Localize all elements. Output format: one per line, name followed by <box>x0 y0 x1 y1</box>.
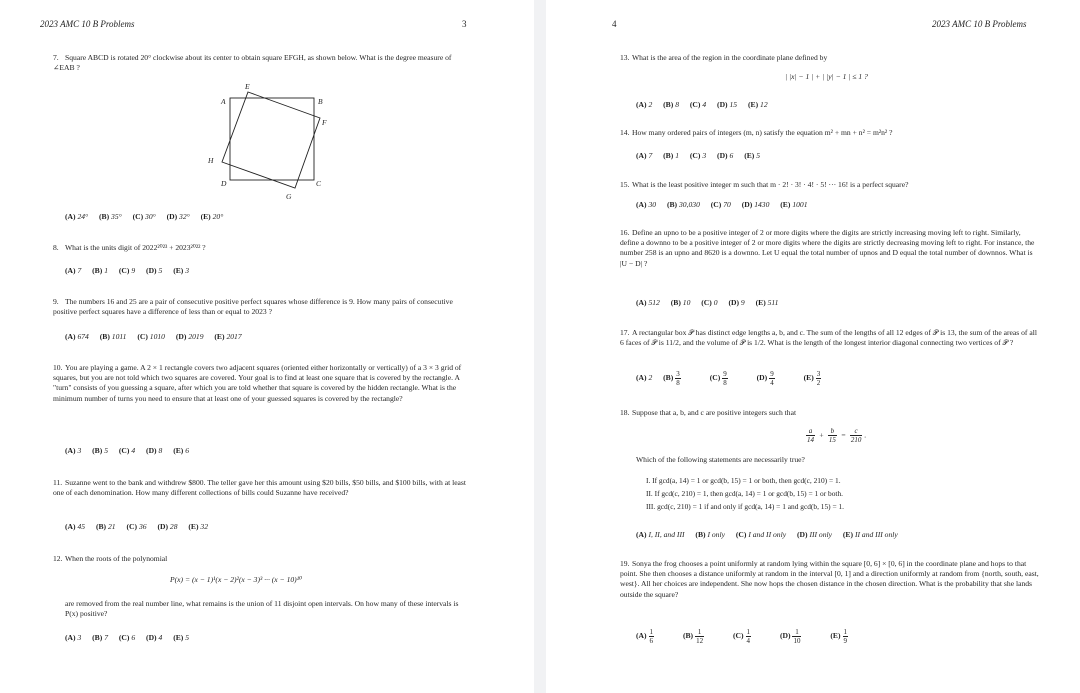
page-left <box>0 0 534 693</box>
problem-number: 12. <box>53 554 63 563</box>
problem-9 <box>53 297 473 317</box>
problem-text: What is the units digit of 2022²⁰²³ + 2023²⁰²² ? <box>65 243 206 252</box>
problem-number: 17. <box>620 328 630 337</box>
choice-e[interactable]: (E) 20° <box>200 212 224 221</box>
problem-number: 18. <box>620 408 630 417</box>
answer-choices-17 <box>636 370 848 387</box>
problem-13 <box>620 53 1040 63</box>
problem-number: 7. <box>53 53 59 62</box>
choice-d[interactable]: (D) 32° <box>166 212 190 221</box>
choice-b[interactable]: (B) 30,030 <box>666 200 700 209</box>
choice-c[interactable]: (C) $\frac{9}{8}$ <box>709 370 727 387</box>
choice-b[interactable]: (B) 1 <box>663 151 679 160</box>
problem-text: What is the least positive integer m such that m · 2! · 3! · 4! · 5! ··· 16! is a perfect square? <box>632 180 909 189</box>
choice-e[interactable]: (E) II and III only <box>842 530 898 539</box>
region-formula: | |x| − 1 | + | |y| − 1 | ≤ 1 ? <box>785 72 868 81</box>
problem-text: Define an upno to be a positive integer of 2 or more digits where the digits are strictly increasing moving left to right. Similarly, define a downno to be a positive integer of 2 or more digits where the digits are strictly decreasing moving left to right. For instance, the number 258 is an upno and 8620 is a downno. Let U equal the total number of upnos and D equal the total number of downnos. What is |U − D| ? <box>620 228 1035 268</box>
vertex-h-label: H <box>208 156 214 165</box>
answer-choices-18 <box>636 530 907 539</box>
problem-text: When the roots of the polynomial <box>65 554 168 563</box>
answer-choices-10 <box>65 446 198 455</box>
vertex-b-label: B <box>318 97 323 106</box>
problem-text: You are playing a game. A 2 × 1 rectangle covers two adjacent squares (oriented either horizontally or vertically) of a 3 × 3 grid of squares, but you are not told which two squares are covered. Your goal is to find at least one square that is covered by the rectangle. A "turn" consists of you guessing a square, after which you are told whether that square is covered by the hidden rectangle. What is the minimum number of turns you need to ensure that at least one of your guessed squares is covered by the rectangle? <box>53 363 462 403</box>
choice-a[interactable]: (A) 7 <box>636 151 653 160</box>
choice-a[interactable]: (A) 45 <box>65 522 86 531</box>
problem-number: 13. <box>620 53 630 62</box>
problem-18 <box>620 408 1040 418</box>
page-number: 3 <box>462 19 467 29</box>
choice-a[interactable]: (A) 2 <box>636 373 653 383</box>
problem-text: Sonya the frog chooses a point uniformly at random lying within the square [0, 6] × [0, 6] in the coordinate plane and hops to that point. She then chooses a distance uniformly at random in the interval [0, 1] and a direction uniformly at random from {north, south, east, west}. All her choices are independent. She now hops the chosen distance in the chosen direction. What is the probability that she lands outside the square? <box>620 559 1039 599</box>
choice-d[interactable]: (D) 8 <box>146 446 163 455</box>
choice-e[interactable]: (E) 1001 <box>780 200 808 209</box>
choice-b[interactable]: (B) 7 <box>92 633 108 642</box>
problem-text: What is the area of the region in the coordinate plane defined by <box>632 53 828 62</box>
choice-a[interactable]: (A) 3 <box>65 446 82 455</box>
choice-c[interactable]: (C) 3 <box>689 151 707 160</box>
problem-number: 16. <box>620 228 630 237</box>
choice-a[interactable]: (A) 2 <box>636 100 653 109</box>
choice-b[interactable]: (B) $\frac{1}{12}$ <box>682 628 704 645</box>
choice-b[interactable]: (B) 1 <box>92 266 108 275</box>
problem-10 <box>53 363 473 404</box>
square-abcd <box>230 98 314 180</box>
polynomial-formula: P(x) = (x − 1)¹(x − 2)²(x − 3)³ ··· (x − 10)¹⁰ <box>170 575 303 584</box>
problem-text: Square ABCD is rotated 20° clockwise about its center to obtain square EFGH, as shown below. What is the degree measure of ∠EAB ? <box>53 53 452 73</box>
problem-12-continued: are removed from the real number line, what remains is the union of 11 disjoint open intervals. On how many of these intervals is P(x) positive? <box>65 599 459 619</box>
choice-c[interactable]: (C) 30° <box>132 212 156 221</box>
square-rotation-figure <box>200 78 330 203</box>
choice-b[interactable]: (B) 1011 <box>99 332 127 341</box>
answer-choices-16 <box>636 298 787 307</box>
choice-a[interactable]: (A) I, II, and III <box>636 530 685 539</box>
vertex-g-label: G <box>286 192 292 201</box>
answer-choices-19 <box>636 628 875 645</box>
statement-1: I. If gcd(a, 14) = 1 or gcd(b, 15) = 1 or both, then gcd(c, 210) = 1. <box>646 476 841 485</box>
problem-16 <box>620 228 1040 269</box>
answer-choices-7 <box>65 212 232 221</box>
choice-d[interactable]: (D) 1430 <box>741 200 770 209</box>
problem-17 <box>620 328 1040 348</box>
problem-text: Suppose that a, b, and c are positive integers such that <box>632 408 797 417</box>
choice-a[interactable]: (A) 512 <box>636 298 660 307</box>
vertex-d-label: D <box>221 179 227 188</box>
choice-b[interactable]: (B) 21 <box>95 522 116 531</box>
choice-c[interactable]: (C) 4 <box>118 446 136 455</box>
choice-c[interactable]: (C) 70 <box>710 200 731 209</box>
answer-choices-9 <box>65 332 251 341</box>
problem-text: Suzanne went to the bank and withdrew $800. The teller gave her this amount using $20 bills, $50 bills, and $100 bills, with at least one of each denomination. How many different collections of bills could Suzanne have received? <box>53 478 466 498</box>
vertex-c-label: C <box>316 179 322 188</box>
problem-12 <box>53 554 473 564</box>
answer-choices-11 <box>65 522 217 531</box>
choice-b[interactable]: (B) 10 <box>670 298 691 307</box>
page-number: 4 <box>612 19 617 29</box>
problem-number: 14. <box>620 128 630 137</box>
choice-e[interactable]: (E) 3 <box>173 266 190 275</box>
choice-d[interactable]: (D) 9 <box>728 298 745 307</box>
choice-e[interactable]: (E) 511 <box>755 298 779 307</box>
problem-7 <box>53 53 473 73</box>
choice-e[interactable]: (E) 2017 <box>214 332 242 341</box>
choice-e[interactable]: (E) $\frac{1}{9}$ <box>830 628 848 645</box>
problem-14 <box>620 128 1040 138</box>
vertex-f-label: F <box>322 118 327 127</box>
answer-choices-8 <box>65 266 198 275</box>
choice-c[interactable]: (C) 4 <box>689 100 707 109</box>
choice-d[interactable]: (D) 4 <box>146 633 163 642</box>
choice-e[interactable]: (E) 5 <box>173 633 190 642</box>
choice-b[interactable]: (B) $\frac{3}{8}$ <box>663 370 680 387</box>
fraction-equation: $\frac{a}{14}$ + $\frac{b}{15}$ = $\frac{c}{210}$ . <box>807 427 867 444</box>
problem-8 <box>53 243 473 253</box>
choice-c[interactable]: (C) 1010 <box>137 332 165 341</box>
choice-d[interactable]: (D) III only <box>796 530 832 539</box>
header-title: 2023 AMC 10 B Problems <box>40 19 135 29</box>
choice-b[interactable]: (B) 35° <box>99 212 122 221</box>
choice-d[interactable]: (D) $\frac{1}{10}$ <box>779 628 801 645</box>
choice-a[interactable]: (A) 7 <box>65 266 82 275</box>
problem-number: 10. <box>53 363 63 372</box>
problem-number: 8. <box>53 243 59 252</box>
choice-a[interactable]: (A) 30 <box>636 200 657 209</box>
choice-c[interactable]: (C) $\frac{1}{4}$ <box>732 628 751 645</box>
problem-number: 19. <box>620 559 630 568</box>
problem-19 <box>620 559 1040 600</box>
choice-e[interactable]: (E) 6 <box>173 446 190 455</box>
choice-e[interactable]: (E) 12 <box>748 100 768 109</box>
choice-a[interactable]: (A) 674 <box>65 332 89 341</box>
choice-d[interactable]: (D) 2019 <box>175 332 204 341</box>
choice-c[interactable]: (C) I and II only <box>735 530 787 539</box>
problem-text: A rectangular box 𝒫 has distinct edge lengths a, b, and c. The sum of the lengths of all 12 edges of 𝒫 is 13, the sum of the areas of all 6 faces of 𝒫 is 11/2, and the volume of 𝒫 is 1/2. What is the length of the longest interior diagonal connecting two vertices of 𝒫 ? <box>620 328 1037 348</box>
statement-2: II. If gcd(c, 210) = 1, then gcd(a, 14) = 1 or gcd(b, 15) = 1 or both. <box>646 489 844 498</box>
choice-b[interactable]: (B) 5 <box>92 446 108 455</box>
problem-11 <box>53 478 473 498</box>
choice-a[interactable]: (A) 24° <box>65 212 89 221</box>
choice-b[interactable]: (B) 8 <box>663 100 679 109</box>
choice-b[interactable]: (B) I only <box>695 530 725 539</box>
answer-choices-13 <box>636 100 777 109</box>
choice-e[interactable]: (E) 32 <box>188 522 209 531</box>
problem-15 <box>620 180 1040 190</box>
choice-e[interactable]: (E) 5 <box>744 151 761 160</box>
choice-c[interactable]: (C) 6 <box>118 633 136 642</box>
choice-d[interactable]: (D) 5 <box>146 266 163 275</box>
choice-d[interactable]: (D) 28 <box>157 522 178 531</box>
problem-18-question: Which of the following statements are necessarily true? <box>636 455 805 464</box>
problem-number: 9. <box>53 297 59 306</box>
problem-text: The numbers 16 and 25 are a pair of consecutive positive perfect squares whose difference is 9. How many pairs of consecutive positive perfect squares have a difference of less than or equal to 2023 ? <box>53 297 453 317</box>
choice-c[interactable]: (C) 0 <box>701 298 718 307</box>
choice-d[interactable]: (D) 15 <box>717 100 738 109</box>
problem-number: 11. <box>53 478 63 487</box>
choice-c[interactable]: (C) 9 <box>118 266 136 275</box>
choice-c[interactable]: (C) 36 <box>126 522 147 531</box>
page-right <box>546 0 1080 693</box>
choice-a[interactable]: (A) 3 <box>65 633 82 642</box>
problem-text: How many ordered pairs of integers (m, n) satisfy the equation m² + mn + n² = m²n² ? <box>632 128 893 137</box>
choice-d[interactable]: (D) 6 <box>717 151 734 160</box>
choice-d[interactable]: (D) $\frac{9}{4}$ <box>756 370 774 387</box>
answer-choices-15 <box>636 200 817 209</box>
problem-number: 15. <box>620 180 630 189</box>
vertex-a-label: A <box>221 97 226 106</box>
choice-e[interactable]: (E) $\frac{3}{2}$ <box>803 370 821 387</box>
choice-a[interactable]: (A) $\frac{1}{6}$ <box>636 628 654 645</box>
vertex-e-label: E <box>245 82 250 91</box>
square-efgh <box>222 92 320 188</box>
statement-3: III. gcd(c, 210) = 1 if and only if gcd(a, 14) = 1 and gcd(b, 15) = 1. <box>646 502 845 511</box>
answer-choices-14 <box>636 151 769 160</box>
answer-choices-12 <box>65 633 198 642</box>
header-title: 2023 AMC 10 B Problems <box>932 19 1027 29</box>
